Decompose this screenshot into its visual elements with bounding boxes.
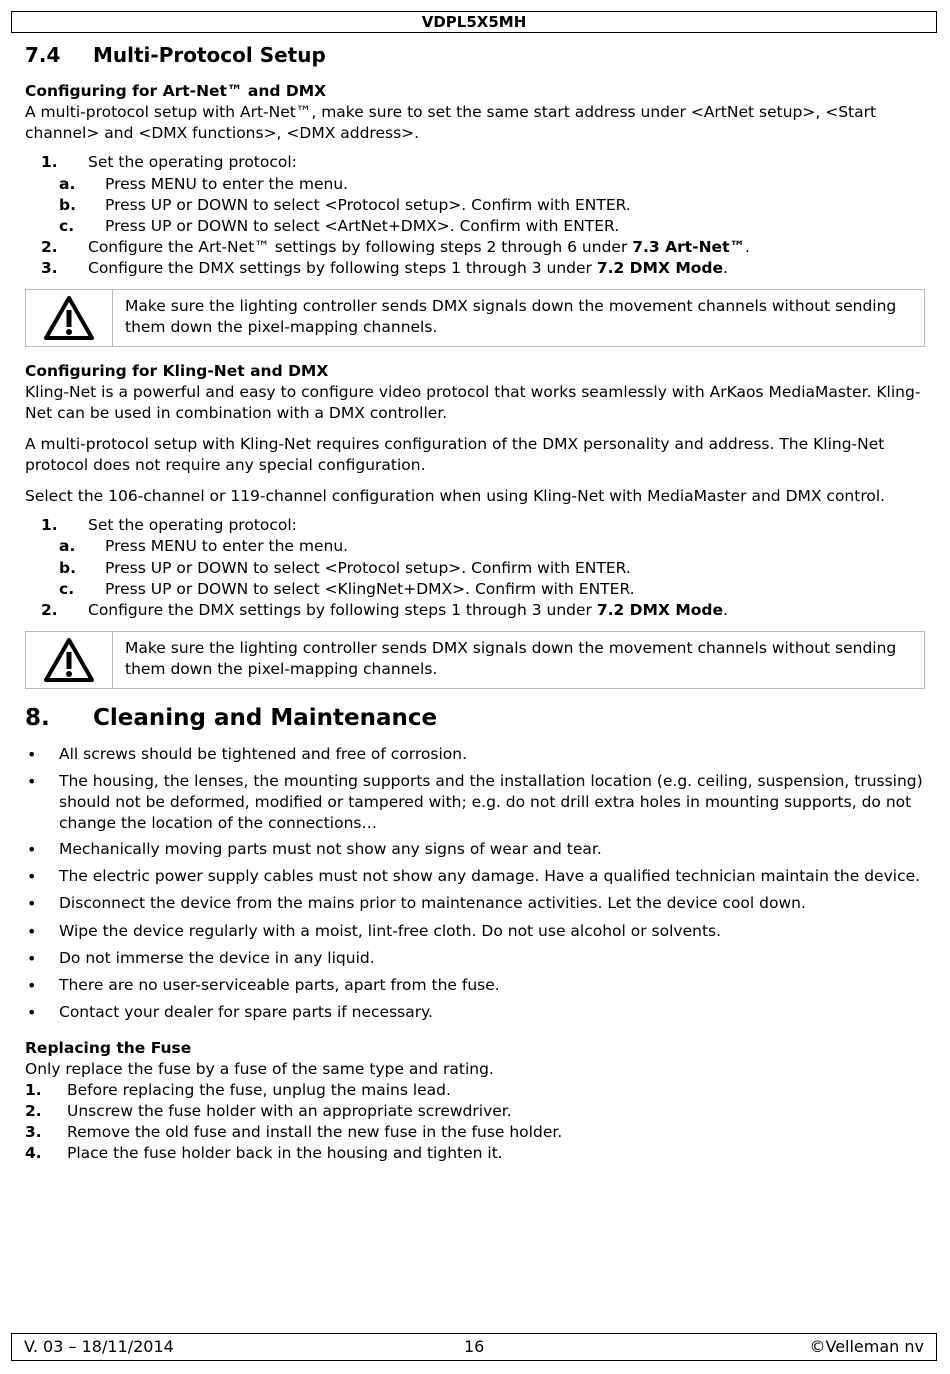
artnet-steps: [25, 152, 925, 278]
bullet-icon: [25, 893, 59, 915]
bullet-icon: [25, 975, 59, 997]
step-number: c.: [59, 579, 75, 598]
list-item: [25, 558, 925, 579]
bullet-icon: [25, 839, 59, 861]
list-item: [25, 921, 925, 943]
step-text: Remove the old fuse and install the new fuse in the fuse holder.: [67, 1123, 563, 1142]
step-text-body: Configure the Art-Net™ settings by following steps 2 through 6 under: [88, 237, 633, 256]
klingnet-paragraph-1: Kling-Net is a powerful and easy to configure video protocol that works seamlessly with ArKaos MediaMaster. Kling-Net can be used in combination with a DMX controller.: [25, 382, 921, 423]
warning-text: Make sure the lighting controller sends DMX signals down the movement channels without sending them down the pixel-mapping channels.: [125, 638, 897, 678]
section-7-4-title: [25, 42, 925, 69]
model-name: VDPL5X5MH: [421, 13, 527, 31]
list-item: [25, 258, 925, 279]
step-text: Press UP or DOWN to select <Protocol setup>. Confirm with ENTER.: [105, 195, 631, 214]
bullet-text: Contact your dealer for spare parts if necessary.: [59, 1002, 433, 1021]
step-number: 4.: [25, 1144, 42, 1163]
list-item: [25, 579, 925, 600]
step-number: 1.: [41, 153, 58, 172]
list-item: [25, 1101, 925, 1122]
section-reference: 7.2 DMX Mode: [596, 258, 724, 277]
bullet-icon: [25, 771, 59, 834]
bullet-icon: [25, 921, 59, 943]
section-reference: 7.2 DMX Mode: [596, 600, 724, 619]
section-number: 8.: [25, 704, 50, 731]
page-number: 16: [464, 1337, 485, 1356]
section-number: 7.4: [25, 43, 61, 67]
step-text-body: Configure the DMX settings by following steps 1 through 3 under: [88, 258, 597, 277]
list-item: [25, 1143, 925, 1164]
step-number: 3.: [41, 258, 58, 277]
bullet-text: Mechanically moving parts must not show any signs of wear and tear.: [59, 840, 602, 859]
klingnet-paragraph-2: A multi-protocol setup with Kling-Net requires configuration of the DMX personality and address. The Kling-Net protocol does not require any special configuration.: [25, 435, 885, 475]
step-text: [88, 237, 750, 258]
fuse-steps: [25, 1080, 925, 1164]
step-number: a.: [59, 537, 76, 556]
page-content: [25, 42, 925, 1164]
list-item: [25, 948, 925, 970]
warning-box: [25, 631, 925, 689]
section-title: Cleaning and Maintenance: [93, 704, 438, 731]
step-text: [88, 258, 728, 279]
step-number: 2.: [41, 237, 58, 256]
bullet-icon: [25, 866, 59, 888]
page-header: [11, 11, 937, 33]
warning-triangle-icon: [26, 290, 113, 346]
step-text: Press UP or DOWN to select <ArtNet+DMX>. Confirm with ENTER.: [105, 216, 620, 235]
step-number: 1.: [41, 516, 58, 535]
bullet-text: All screws should be tightened and free of corrosion.: [59, 745, 468, 764]
list-item: [25, 839, 925, 861]
list-item: [25, 975, 925, 997]
section-reference: 7.3 Art-Net™: [632, 237, 745, 256]
step-number: b.: [59, 558, 76, 577]
step-number: a.: [59, 174, 76, 193]
warning-triangle-icon: [26, 632, 113, 688]
step-text: Press MENU to enter the menu.: [105, 174, 349, 193]
bullet-icon: [25, 948, 59, 970]
step-number: 2.: [25, 1102, 42, 1121]
step-text-end: .: [723, 600, 728, 619]
step-text: Place the fuse holder back in the housing and tighten it.: [67, 1144, 503, 1163]
klingnet-paragraph-3: Select the 106-channel or 119-channel configuration when using Kling-Net with MediaMaster and DMX control.: [25, 487, 886, 506]
klingnet-heading: Configuring for Kling-Net and DMX: [25, 361, 329, 380]
step-text: [88, 600, 728, 621]
page-footer: [11, 1333, 937, 1361]
fuse-intro: Only replace the fuse by a fuse of the same type and rating.: [25, 1059, 494, 1078]
artnet-heading: Configuring for Art-Net™ and DMX: [25, 82, 327, 101]
list-item: [25, 195, 925, 216]
list-item: [25, 771, 925, 834]
step-text-body: Configure the DMX settings by following steps 1 through 3 under: [88, 600, 597, 619]
bullet-text: The electric power supply cables must not show any damage. Have a qualified technician maintain the device.: [59, 867, 921, 886]
list-item: [25, 744, 925, 766]
bullet-text: There are no user-serviceable parts, apart from the fuse.: [59, 975, 500, 994]
list-item: [25, 866, 925, 888]
bullet-text: Disconnect the device from the mains prior to maintenance activities. Let the device cool down.: [59, 894, 806, 913]
copyright: ©Velleman nv: [809, 1337, 924, 1356]
step-text: Set the operating protocol:: [88, 153, 297, 172]
fuse-heading: Replacing the Fuse: [25, 1038, 192, 1057]
list-item: [25, 536, 925, 557]
bullet-icon: [25, 1002, 59, 1024]
step-number: 1.: [25, 1081, 42, 1100]
list-item: [25, 174, 925, 195]
klingnet-steps: [25, 515, 925, 620]
list-item: [25, 515, 925, 536]
bullet-text: Wipe the device regularly with a moist, lint-free cloth. Do not use alcohol or solvents.: [59, 921, 722, 940]
step-number: c.: [59, 216, 75, 235]
step-text: Press UP or DOWN to select <Protocol setup>. Confirm with ENTER.: [105, 558, 631, 577]
list-item: [25, 600, 925, 621]
bullet-text: The housing, the lenses, the mounting supports and the installation location (e.g. ceiling, suspension, trussing) should not be deformed, modified or tampered with; e.g. do not drill extra holes in mounting supports, do not change the location of the connections…: [59, 772, 923, 833]
list-item: [25, 152, 925, 173]
warning-text: Make sure the lighting controller sends DMX signals down the movement channels without sending them down the pixel-mapping channels.: [125, 296, 897, 336]
step-text-end: .: [744, 237, 750, 256]
step-text: Press MENU to enter the menu.: [105, 537, 349, 556]
warning-box: [25, 289, 925, 347]
list-item: [25, 1122, 925, 1143]
step-text-end: .: [723, 258, 728, 277]
section-8-title: [25, 703, 925, 734]
step-number: 3.: [25, 1123, 42, 1142]
step-text: Before replacing the fuse, unplug the mains lead.: [67, 1081, 451, 1100]
step-text: Set the operating protocol:: [88, 516, 297, 535]
step-number: 2.: [41, 600, 58, 619]
list-item: [25, 893, 925, 915]
bullet-icon: [25, 744, 59, 766]
list-item: [25, 237, 925, 258]
step-text: Unscrew the fuse holder with an appropriate screwdriver.: [67, 1102, 512, 1121]
version-date: V. 03 – 18/11/2014: [24, 1337, 174, 1356]
section-title: Multi-Protocol Setup: [93, 43, 326, 67]
list-item: [25, 1080, 925, 1101]
bullet-text: Do not immerse the device in any liquid.: [59, 948, 375, 967]
step-number: b.: [59, 195, 76, 214]
list-item: [25, 216, 925, 237]
maintenance-list: [25, 744, 925, 1024]
step-text: Press UP or DOWN to select <KlingNet+DMX>. Confirm with ENTER.: [105, 579, 635, 598]
list-item: [25, 1002, 925, 1024]
artnet-intro: A multi-protocol setup with Art-Net™, make sure to set the same start address under <ArtNet setup>, <Start channel> and <DMX functions>, <DMX address>.: [25, 103, 877, 143]
